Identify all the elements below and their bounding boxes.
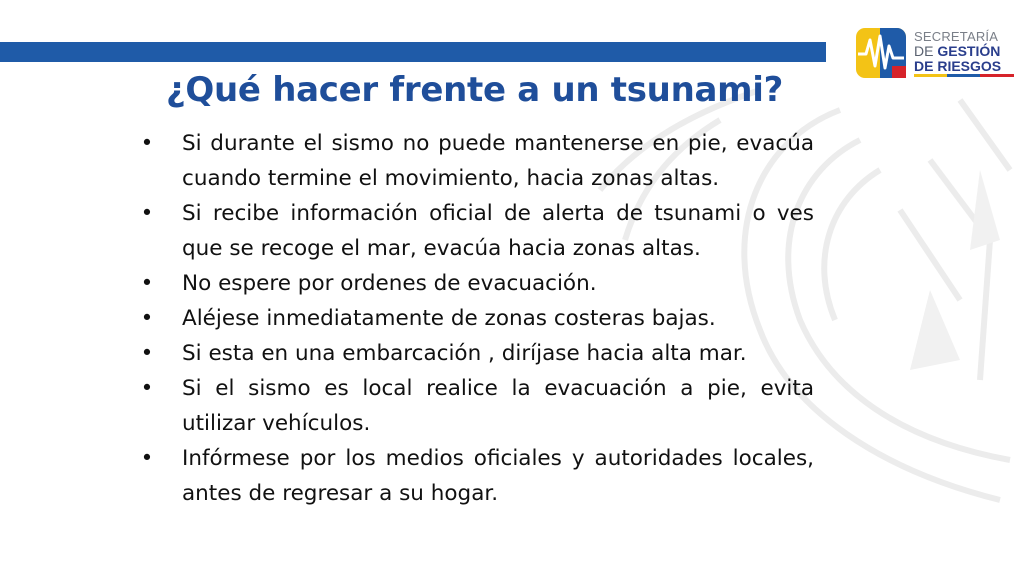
logo-line-2-bold: GESTIÓN: [937, 43, 1001, 59]
bullet-dot-icon: •: [140, 131, 154, 156]
bullet-item: [140, 301, 814, 336]
bullet-dot-icon: •: [140, 446, 154, 471]
logo-line-1: SECRETARÍA: [914, 29, 999, 44]
bullet-item: [140, 441, 814, 511]
bullet-dot-icon: •: [140, 376, 154, 401]
secretaria-logo: [856, 28, 1016, 80]
seismograph-logo-icon: [856, 28, 906, 78]
bullet-text: Infórmese por los medios oficiales y autoridades locales, antes de regresar a su hogar.: [182, 446, 814, 506]
bullet-dot-icon: •: [140, 271, 154, 296]
logo-line-2-prefix: DE: [914, 43, 934, 59]
logo-line-3: DE RIESGOS: [914, 58, 1002, 74]
logo-wordmark: [914, 29, 1001, 74]
bullet-item: [140, 336, 814, 371]
bullet-item: [140, 371, 814, 441]
logo-line-2: [914, 44, 1001, 59]
bullet-dot-icon: •: [140, 341, 154, 366]
bullet-text: Si recibe información oficial de alerta de tsunami o ves que se recoge el mar, evacúa hacia zonas altas.: [182, 201, 814, 261]
bullet-dot-icon: •: [140, 306, 154, 331]
bullet-item: [140, 266, 814, 301]
bullet-dot-icon: •: [140, 201, 154, 226]
bullet-item: [140, 196, 814, 266]
bullet-text: Si el sismo es local realice la evacuación a pie, evita utilizar vehículos.: [182, 376, 814, 436]
bullet-text: Aléjese inmediatamente de zonas costeras bajas.: [182, 306, 716, 331]
bullet-text: Si esta en una embarcación , diríjase hacia alta mar.: [182, 341, 747, 366]
bullet-text: Si durante el sismo no puede mantenerse en pie, evacúa cuando termine el movimiento, hacia zonas altas.: [182, 131, 814, 191]
logo-color-stripe: [914, 74, 1014, 77]
bullet-list: [140, 126, 814, 511]
header-bar: [0, 42, 826, 62]
slide-title: ¿Qué hacer frente a un tsunami?: [166, 70, 784, 110]
bullet-item: [140, 126, 814, 196]
bullet-text: No espere por ordenes de evacuación.: [182, 271, 597, 296]
